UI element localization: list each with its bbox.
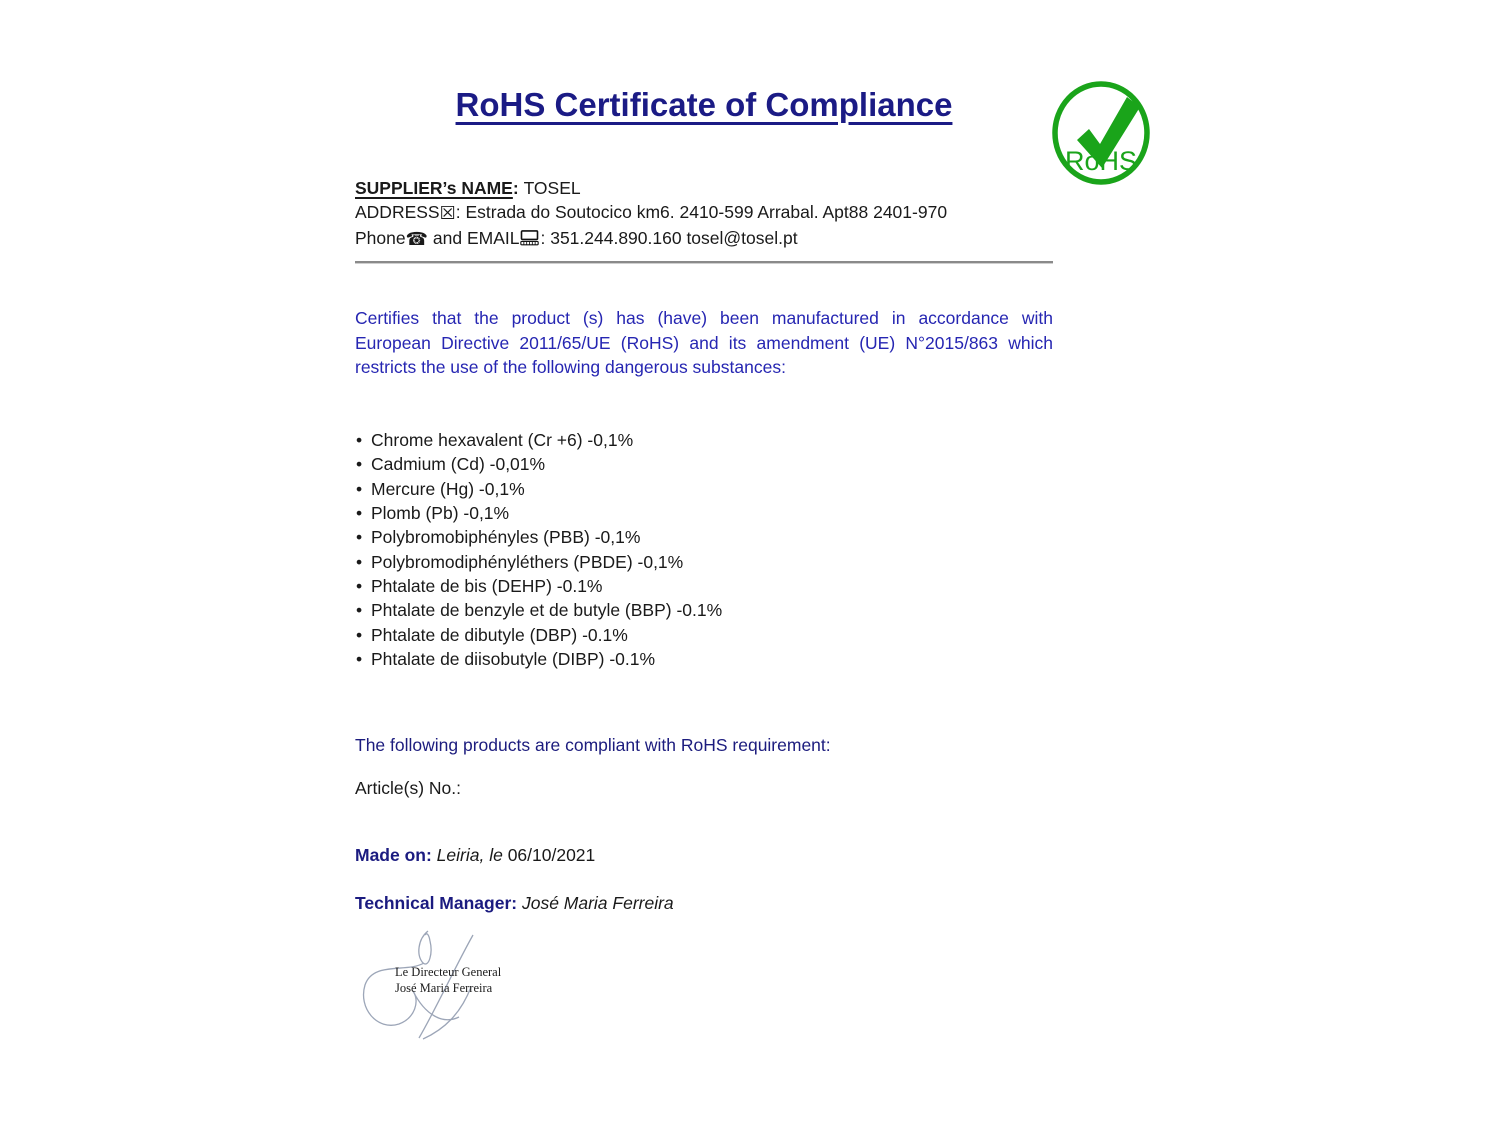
supplier-name-label: SUPPLIER’s NAME [355,178,513,198]
substance-item: • Polybromodiphényléthers (PBDE) -0,1% [355,550,1053,574]
section-divider [355,261,1053,264]
address-value: : Estrada do Soutocico km6. 2410-599 Arrabal. Apt88 2401-970 [455,202,948,222]
rohs-checkmark-icon [1050,80,1152,186]
address-label: ADDRESS [355,202,440,222]
page-title: RoHS Certificate of Compliance [455,86,953,123]
supplier-contact-line [355,226,1053,252]
made-on-place: Leiria, le [431,845,503,865]
envelope-icon: ☒ [439,203,456,224]
statement-line: European Directive 2011/65/UE (RoHS) and its amendment (UE) N°2015/863 which [355,332,1053,353]
substance-item: • Phtalate de dibutyle (DBP) -0.1% [355,623,1053,647]
phone-label: Phone [355,228,406,248]
statement-line: Certifies that the product (s) has (have) been manufactured in accordance with [355,308,1053,328]
made-on-line [355,845,1053,866]
telephone-icon: ☎ [405,229,429,250]
contact-value: : 351.244.890.160 tosel@tosel.pt [540,228,798,248]
rohs-logo-label: RoHS [1064,146,1138,176]
substances-list [355,428,1053,671]
substance-item: • Polybromobiphényles (PBB) -0,1% [355,525,1053,549]
substance-item: • Phtalate de diisobutyle (DIBP) -0.1% [355,647,1053,671]
supplier-name-line [355,176,1053,200]
substance-item: • Cadmium (Cd) -0,01% [355,452,1053,476]
signature-title: Le Directeur General [395,965,502,979]
supplier-name-colon: : [512,178,524,198]
substance-item: • Mercure (Hg) -0,1% [355,477,1053,501]
computer-icon [520,228,539,252]
certification-statement [355,306,1053,380]
supplier-address-line [355,200,1053,226]
statement-line: restricts the use of the following dangerous substances: [355,357,786,377]
technical-manager-label: Technical Manager: [355,893,518,913]
signature-name: José Maria Ferreira [395,980,493,995]
supplier-name-value: TOSEL [523,178,581,198]
substance-item: • Chrome hexavalent (Cr +6) -0,1% [355,428,1053,452]
email-conjunction: and EMAIL [428,228,520,248]
rohs-logo [1050,80,1152,186]
substance-item: • Plomb (Pb) -0,1% [355,501,1053,525]
substance-item: • Phtalate de bis (DEHP) -0.1% [355,574,1053,598]
signature-block [355,923,535,1053]
made-on-label: Made on: [355,845,432,865]
signature-text [395,965,515,996]
compliance-note: The following products are compliant with RoHS requirement: [355,735,831,755]
substance-item: • Phtalate de benzyle et de butyle (BBP) -0.1% [355,598,1053,622]
technical-manager-value: José Maria Ferreira [517,893,674,913]
articles-label: Article(s) No.: [355,778,461,798]
technical-manager-line [355,893,1053,914]
supplier-block [355,176,1053,252]
made-on-date: 06/10/2021 [502,845,596,865]
